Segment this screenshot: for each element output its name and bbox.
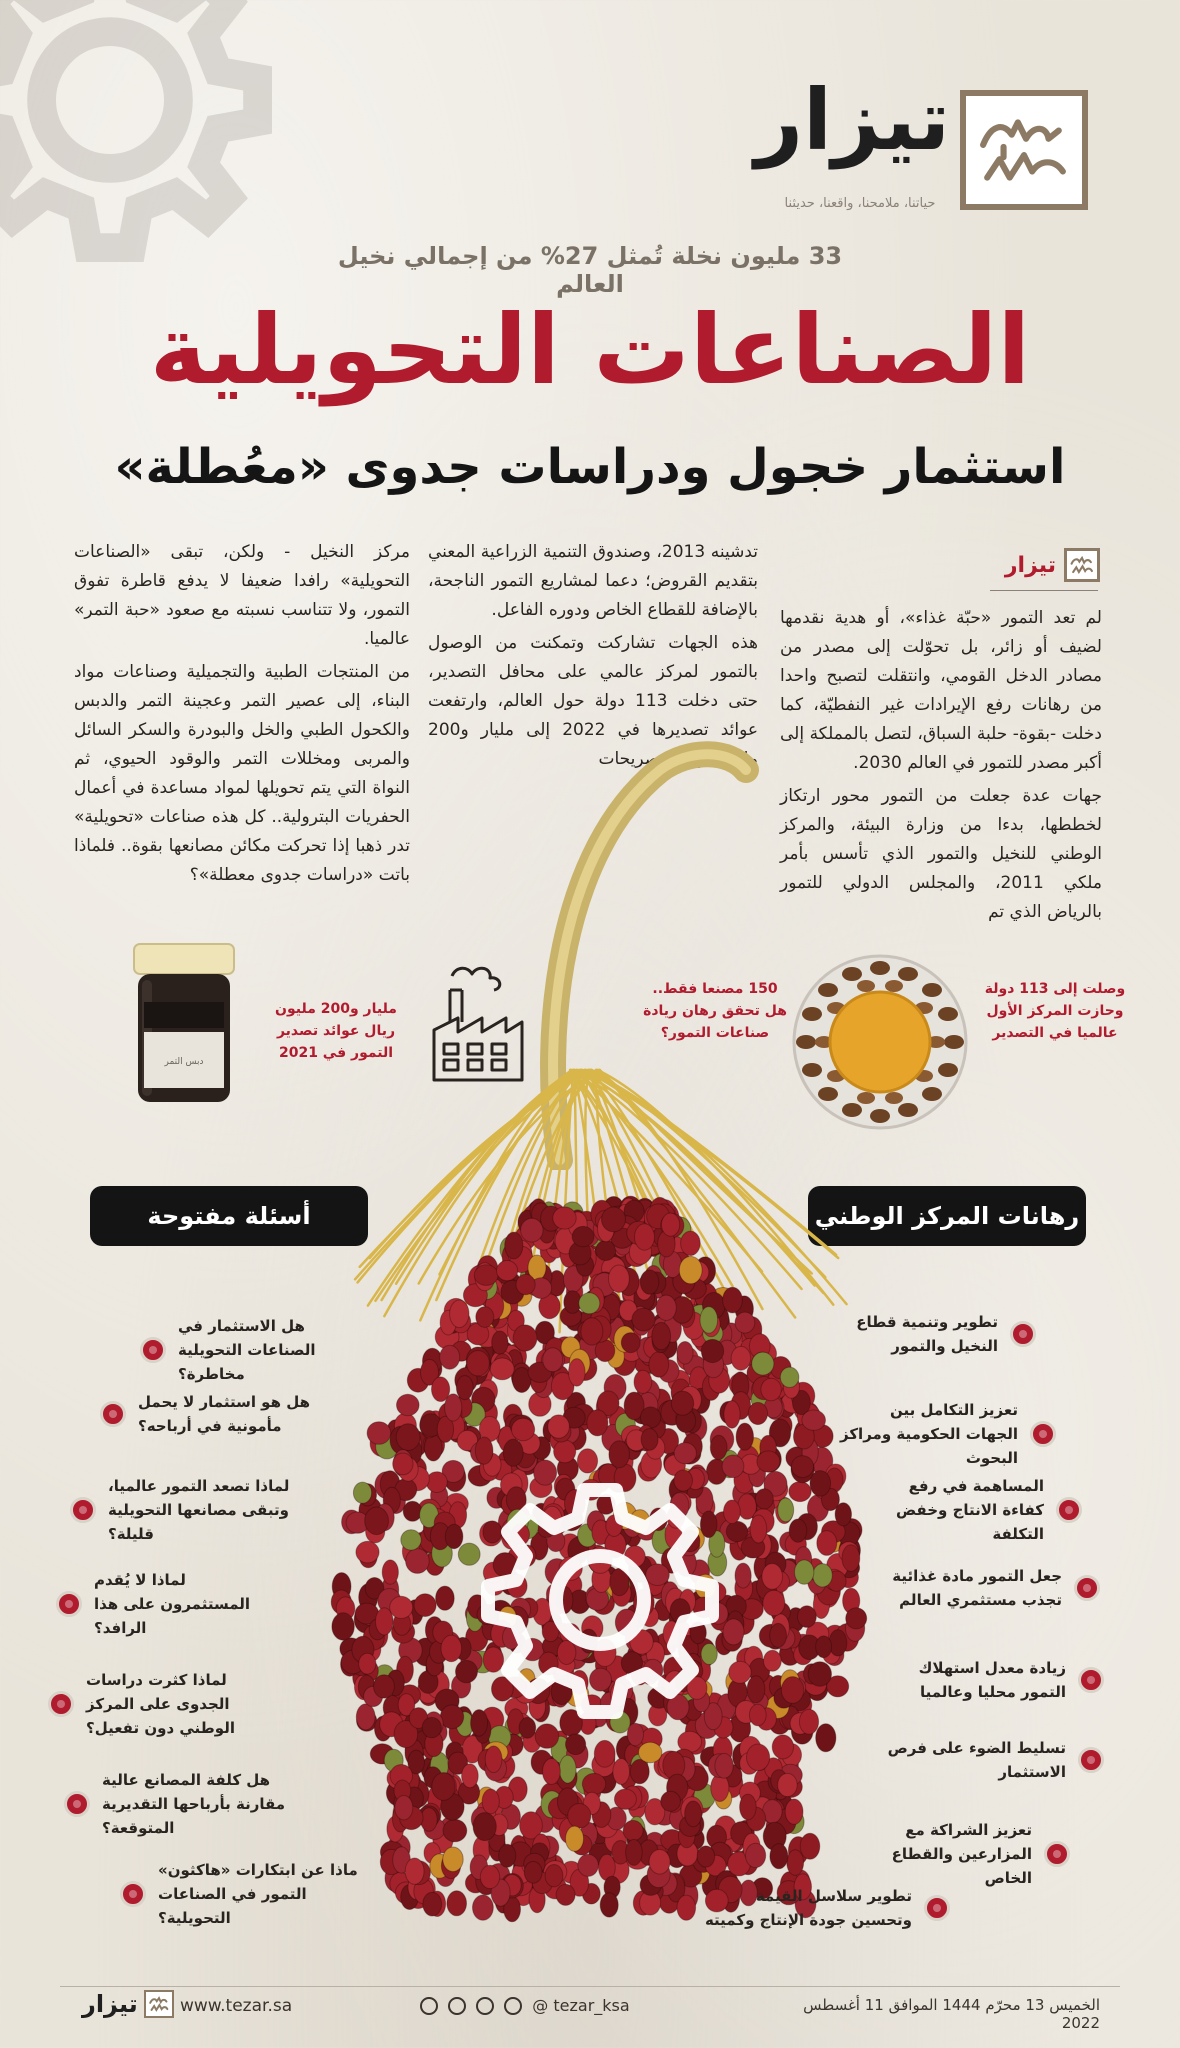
date-syrup-jar-image [128, 940, 240, 1108]
bullet-icon [48, 1691, 74, 1717]
bullet-icon [924, 1895, 950, 1921]
footer-logo [82, 1990, 174, 2018]
bullet-icon [1056, 1497, 1082, 1523]
bullet-icon [1078, 1667, 1104, 1693]
list-item: ماذا عن ابتكارات «هاكثون» التمور في الصناعات التحويلية؟ [120, 1858, 360, 1930]
brand-emblem [960, 90, 1088, 210]
bullet-icon [1010, 1321, 1036, 1347]
article-paragraph: تدشينه 2013، وصندوق التنمية الزراعية المعني بتقديم القروض؛ دعما لمشاريع التمور الناجحة، بالإضافة للقطاع الخاص ودوره الفاعل. [428, 542, 758, 620]
date-bunch-image [320, 1040, 880, 1940]
article-paragraph: لم تعد التمور «حبّة غذاء»، أو هدية نقدمها لضيف أو زائر، بل تحوّلت إلى مصدر من مصادر الدخل القومي، وانتقلت لتصبح واحدا من رهانات رفع الإيرادات غير النفطيّة، كما دخلت -بقوة- حلبة السباق، لتصل بالمملكة إلى أكبر مصدر للتمور في العالم 2030. [780, 608, 1102, 773]
emblem-calligraphy-icon [972, 104, 1076, 196]
page-title: الصناعات التحويلية [149, 294, 1031, 406]
page-subtitle: استثمار خجول ودراسات جدوى «معُطلة» [114, 439, 1066, 495]
section-header-national-center: رهانات المركز الوطني [808, 1186, 1086, 1246]
list-item: زيادة معدل استهلاك التمور محليا وعالميا [884, 1656, 1104, 1704]
footer-divider [60, 1986, 1120, 1987]
article-paragraph: مركز النخيل - ولكن، تبقى «الصناعات التحويلية» رافدا ضعيفا لا يدفع قاطرة تفوق التمور، ولا تتناسب نسبته مع صعود «حبة التمر» عالميا. [74, 542, 410, 649]
list-item: جعل التمور مادة غذائية تجذب مستثمري العالم [880, 1564, 1100, 1612]
brand-wordmark: تيزار [754, 71, 950, 169]
article-paragraph: من المنتجات الطبية والتجميلية وصناعات مواد البناء، إلى عصير التمر وعجينة التمر والدبس والكحول الطبي والخل والبودرة والسكر السائل والمربى ومخللات التمر والوقود الحيوي، ثم النواة التي يتم تحويلها لمواد مساعدة في أعمال الحفريات البترولية.. كل هذه صناعات «تحويلية» تدر ذهبا إذا تحركت مكائن مصانعها بقوة.. فلماذا باتت «دراسات جدوى معطلة»؟ [74, 662, 410, 885]
list-item: تعزيز التكامل بين الجهات الحكومية ومراكز البحوث [836, 1398, 1056, 1470]
bullet-icon [100, 1401, 126, 1427]
headline-kicker: 33 مليون نخلة تُمثل 27% من إجمالي نخيل العالم [337, 242, 843, 298]
article-paragraph: جهات عدة جعلت من التمور محور ارتكاز لخططها، بدءا من وزارة البيئة، والمركز الوطني للنخيل والتمور الذي تأسس بأمر ملكي 2011، والمجلس الدولي للتمور بالرياض الذي تم [780, 786, 1102, 922]
footer-date: الخميس 13 محرّم 1444 الموافق 11 أغسطس 2022 [803, 1996, 1100, 2032]
bullet-icon [1074, 1575, 1100, 1601]
article-byline [1000, 548, 1100, 582]
list-item: تطوير سلاسل القيمة وتحسين جودة الإنتاج وكميته [700, 1884, 950, 1932]
bullet-icon [1078, 1747, 1104, 1773]
byline-divider [990, 590, 1098, 591]
social-icon[interactable] [504, 1997, 522, 2015]
bullet-icon [1030, 1421, 1056, 1447]
footer-emblem-icon [144, 1990, 174, 2018]
jar-label: دبس التمر [164, 1057, 204, 1067]
list-item: تطوير وتنمية قطاع النخيل والتمور [816, 1310, 1036, 1358]
byline-text: تيزار [1004, 552, 1056, 578]
footer-social [400, 1996, 650, 2015]
background-gear-icon [0, 0, 290, 280]
bullet-icon [70, 1497, 96, 1523]
bullet-icon [56, 1591, 82, 1617]
bullet-icon [64, 1791, 90, 1817]
list-item: هل كلفة المصانع عالية مقارنة بأرباحها التقديرية المتوقعة؟ [64, 1768, 304, 1840]
article-column-left [74, 538, 410, 894]
list-item: المساهمة في رفع كفاءة الانتاج وخفض التكلفة [862, 1474, 1082, 1546]
list-item: لماذا تصعد التمور عالميا، وتبقى مصانعها التحويلية قليلة؟ [70, 1474, 290, 1546]
social-icon[interactable] [476, 1997, 494, 2015]
fact-countries: وصلت إلى 113 دولة وحازت المركز الأول عالميا في التصدير [984, 981, 1126, 1041]
list-item: تعزيز الشراكة مع المزارعين والقطاع الخاص [850, 1818, 1070, 1890]
social-icon[interactable] [448, 1997, 466, 2015]
article-column-right [780, 604, 1102, 931]
footer-handle[interactable]: @ tezar_ksa [532, 1996, 630, 2015]
social-icon[interactable] [420, 1997, 438, 2015]
footer-logo-word: تيزار [82, 1990, 138, 2018]
bullet-icon [140, 1337, 166, 1363]
fact-factories: 150 مصنعا فقط.. هل تحقق رهان ريادة صناعات التمور؟ [643, 981, 787, 1041]
byline-logo-icon [1064, 548, 1100, 582]
list-item: تسليط الضوء على فرص الاستثمار [884, 1736, 1104, 1784]
bullet-icon [1044, 1841, 1070, 1867]
list-item: لماذا كثرت دراسات الجدوى على المركز الوطني دون تفعيل؟ [48, 1668, 268, 1740]
list-item: هل الاستثمار في الصناعات التحويلية مخاطرة؟ [140, 1314, 360, 1386]
brand-slogan: حياتنا، ملامحنا، واقعنا، حديثنا [784, 196, 936, 211]
list-item: هل هو استثمار لا يحمل مأمونية في أرباحه؟ [100, 1390, 320, 1438]
list-item: لماذا لا يُقدم المستثمرون على هذا الرافد؟ [56, 1568, 276, 1640]
bullet-icon [120, 1881, 146, 1907]
article-paragraph: هذه الجهات تشاركت وتمكنت من الوصول بالتمور لمركز عالمي على محافل التصدير، حتى دخلت 113 دولة حول العالم، وارتفعت عوائد تصديرها في 2022 إلى مليار و200 مليون -وفقا لتصريحات [428, 633, 759, 769]
section-header-open-questions: أسئلة مفتوحة [90, 1186, 368, 1246]
footer-url[interactable]: www.tezar.sa [180, 1996, 293, 2016]
fact-revenue: مليار و200 مليون ريال عوائد تصدير التمور في 2021 [275, 1001, 397, 1061]
